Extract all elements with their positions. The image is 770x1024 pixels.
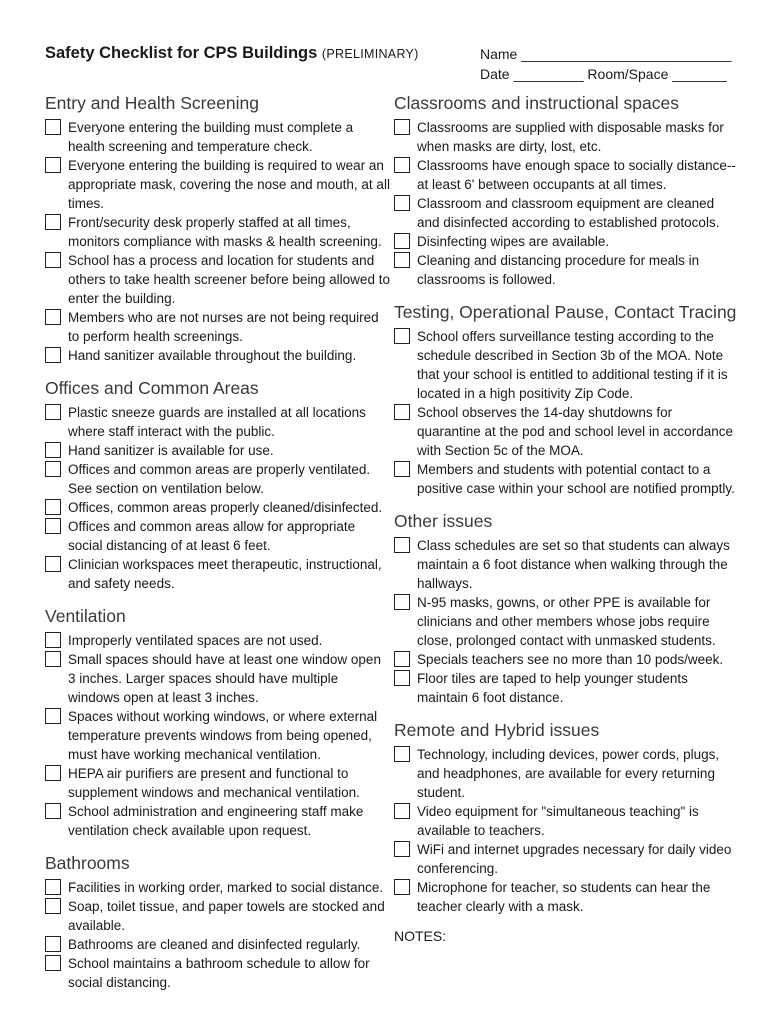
checkbox[interactable] [45,632,61,648]
name-field[interactable]: Name ___________________________ [480,46,732,62]
checklist-item [45,346,390,365]
section-title: Classrooms and instructional spaces [394,93,679,113]
checklist-item [45,764,390,802]
checklist [45,631,390,840]
checklist-item [394,669,739,707]
checkbox[interactable] [45,404,61,420]
checklist-item-text: Microphone for teacher, so students can hear the teacher clearly with a mask. [417,880,711,914]
checkbox[interactable] [45,518,61,534]
checklist-item [45,555,390,593]
date-room-field[interactable]: Date _________ Room/Space _______ [480,66,727,82]
checklist [45,878,390,992]
checklist-item [45,460,390,498]
checklist [394,327,739,498]
checkbox[interactable] [45,708,61,724]
checklist-item [394,194,739,232]
checkbox[interactable] [394,746,410,762]
checkbox[interactable] [45,309,61,325]
checklist-item [394,536,739,593]
title-text: Safety Checklist for CPS Buildings [45,44,318,62]
checkbox[interactable] [45,765,61,781]
document-title [45,44,419,63]
checkbox[interactable] [394,879,410,895]
checklist [394,536,739,707]
checkbox[interactable] [394,594,410,610]
checkbox[interactable] [394,119,410,135]
notes-label: NOTES: [394,928,447,944]
checklist [45,118,390,365]
title-subtitle: (PRELIMINARY) [321,47,419,61]
checkbox[interactable] [394,670,410,686]
checklist-item [45,935,390,954]
checkbox[interactable] [394,461,410,477]
checklist-item-text: Disinfecting wipes are available. [417,234,610,249]
section-title: Entry and Health Screening [45,93,260,113]
checklist-item-text: Small spaces should have at least one window open 3 inches. Larger spaces should have multiple windows open at least 3 inches. [68,652,381,705]
checklist-item-text: N-95 masks, gowns, or other PPE is available for clinicians and other members whose jobs require close, prolonged contact with unmasked students. [417,595,716,648]
checklist-item-text: Specials teachers see no more than 10 pods/week. [417,652,724,667]
section-title: Bathrooms [45,853,130,873]
checklist-item-text: Bathrooms are cleaned and disinfected regularly. [68,937,361,952]
checklist-item-text: Front/security desk properly staffed at all times, monitors compliance with masks & health screening. [68,215,382,249]
checkbox[interactable] [394,252,410,268]
checklist-item-text: School observes the 14-day shutdowns for quarantine at the pod and school level in accordance with Section 5c of the MOA. [417,405,733,458]
checklist-item [45,156,390,213]
checklist-item [394,327,739,403]
checklist-item-text: WiFi and internet upgrades necessary for daily video conferencing. [417,842,732,876]
checklist [45,403,390,593]
checklist-item [45,308,390,346]
checklist-item-text: Classrooms are supplied with disposable masks for when masks are dirty, lost, etc. [417,120,724,154]
section-title: Offices and Common Areas [45,378,259,398]
checkbox[interactable] [394,651,410,667]
checkbox[interactable] [394,404,410,420]
checklist-item-text: Facilities in working order, marked to social distance. [68,880,384,895]
checklist-item-text: School maintains a bathroom schedule to allow for social distancing. [68,956,370,990]
checklist-item [394,878,739,916]
checklist-item [45,802,390,840]
section-title: Other issues [394,511,493,531]
checkbox[interactable] [45,556,61,572]
checklist-item [394,118,739,156]
meta-fields [480,44,731,84]
checklist-item [45,403,390,441]
checklist-item-text: Spaces without working windows, or where external temperature prevents windows from being opened, must have working mechanical ventilation. [68,709,378,762]
document-header [45,44,735,84]
checklist-item [45,631,390,650]
checklist-item [394,840,739,878]
checklist-item-text: Members who are not nurses are not being required to perform health screenings. [68,310,379,344]
checklist [394,745,739,916]
checklist-item-text: School has a process and location for students and others to take health screener before being allowed to enter the building. [68,253,390,306]
checklist-item-text: Improperly ventilated spaces are not used. [68,633,323,648]
checklist-item [45,498,390,517]
checklist-item [45,251,390,308]
checklist-item [394,156,739,194]
checkbox[interactable] [45,442,61,458]
checkbox[interactable] [394,841,410,857]
checklist-item [45,118,390,156]
section-title: Remote and Hybrid issues [394,720,600,740]
checkbox[interactable] [394,803,410,819]
left-column [45,92,390,1004]
checklist-item-text: Floor tiles are taped to help younger students maintain 6 foot distance. [417,671,688,705]
checklist-item [394,593,739,650]
checklist-item [45,517,390,555]
checklist-item [394,650,739,669]
checkbox[interactable] [394,195,410,211]
checkbox[interactable] [45,347,61,363]
checkbox[interactable] [45,252,61,268]
checkbox[interactable] [45,157,61,173]
checkbox[interactable] [45,936,61,952]
checklist-item-text: Soap, toilet tissue, and paper towels are stocked and available. [68,899,385,933]
checklist-item [394,232,739,251]
checklist-item [394,802,739,840]
checkbox[interactable] [45,898,61,914]
checklist-item-text: School administration and engineering staff make ventilation check available upon request. [68,804,364,838]
checklist-item-text: Classroom and classroom equipment are cleaned and disinfected according to established protocols. [417,196,720,230]
checklist-item-text: HEPA air purifiers are present and functional to supplement windows and mechanical ventilation. [68,766,360,800]
right-column [394,92,739,944]
checklist-item-text: Offices and common areas are properly ventilated. See section on ventilation below. [68,462,371,496]
checklist-item [394,745,739,802]
checkbox[interactable] [45,803,61,819]
checklist-item [45,954,390,992]
checklist-item [394,460,739,498]
checklist-item-text: Hand sanitizer is available for use. [68,443,274,458]
checkbox[interactable] [45,119,61,135]
checklist-item [394,251,739,289]
checkbox[interactable] [45,499,61,515]
checkbox[interactable] [45,651,61,667]
checklist-item-text: Hand sanitizer available throughout the building. [68,348,357,363]
checkbox[interactable] [394,328,410,344]
checklist-item-text: Members and students with potential contact to a positive case within your school are notified promptly. [417,462,735,496]
checklist-item [394,403,739,460]
checkbox[interactable] [45,955,61,971]
checklist-item [45,650,390,707]
section-title: Ventilation [45,606,126,626]
checklist-item [45,213,390,251]
checkbox[interactable] [45,461,61,477]
checklist-item [45,878,390,897]
checklist-item-text: Plastic sneeze guards are installed at all locations where staff interact with the public. [68,405,366,439]
checklist-item-text: School offers surveillance testing according to the schedule described in Section 3b of the MOA. Note that your school is entitled to additional testing if it is located in a high positivity Zip Code. [417,329,728,401]
checklist-item [45,707,390,764]
section-title: Testing, Operational Pause, Contact Tracing [394,302,737,322]
checklist-item-text: Technology, including devices, power cords, plugs, and headphones, are available for every returning student. [417,747,720,800]
checklist-item [45,897,390,935]
checklist-item-text: Cleaning and distancing procedure for meals in classrooms is followed. [417,253,700,287]
checklist [394,118,739,289]
checkbox[interactable] [45,214,61,230]
checklist-item-text: Classrooms have enough space to socially distance--at least 6' between occupants at all times. [417,158,736,192]
checklist-item-text: Video equipment for "simultaneous teaching" is available to teachers. [417,804,699,838]
checklist-item-text: Offices and common areas allow for appropriate social distancing of at least 6 feet. [68,519,356,553]
checkbox[interactable] [45,879,61,895]
checklist-item-text: Offices, common areas properly cleaned/disinfected. [68,500,383,515]
checklist-item-text: Clinician workspaces meet therapeutic, instructional, and safety needs. [68,557,382,591]
checklist-item-text: Everyone entering the building is required to wear an appropriate mask, covering the nose and mouth, at all times. [68,158,390,211]
checklist-item-text: Class schedules are set so that students can always maintain a 6 foot distance when walking through the hallways. [417,538,730,591]
checkbox[interactable] [394,157,410,173]
checklist-item [45,441,390,460]
checklist-item-text: Everyone entering the building must complete a health screening and temperature check. [68,120,354,154]
checkbox[interactable] [394,537,410,553]
checkbox[interactable] [394,233,410,249]
